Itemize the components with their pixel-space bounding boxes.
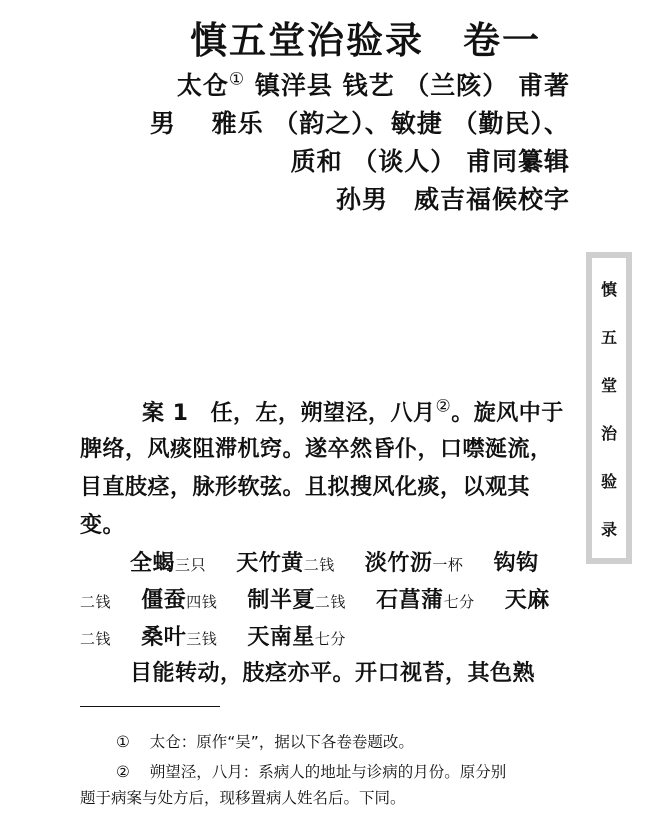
herb-name: 天竹黄 xyxy=(236,551,304,576)
herb-dose: 三钱 xyxy=(186,630,218,648)
footnote-ref-1[interactable]: ① xyxy=(228,69,246,90)
case-first-line xyxy=(142,396,564,427)
author-place: 太仓 xyxy=(176,71,229,100)
herb-name: 淡竹沥 xyxy=(364,551,433,576)
side-char: 堂 xyxy=(600,375,617,395)
case-label: 案 1 xyxy=(142,401,189,426)
side-char: 治 xyxy=(600,423,617,443)
herb-dose: 一杯 xyxy=(432,556,464,574)
prescription-line-1 xyxy=(130,546,539,577)
footnote-divider xyxy=(80,706,220,707)
case-intro-tail: 。旋风中于 xyxy=(451,401,564,426)
footnote-text: 朔望泾，八月：系病人的地址与诊病的月份。原分别 xyxy=(149,763,507,781)
author-rest: 镇洋县 钱艺 （兰陔） 甫著 xyxy=(245,71,570,100)
footnote-2-cont: 题于病案与处方后，现移置病人姓名后。下同。 xyxy=(80,789,406,807)
editor-line-1: 男 雅乐 （韵之）、敏捷 （勤民）、 xyxy=(149,109,570,138)
herb-name: 天南星 xyxy=(247,625,315,650)
footnote-text: 太仓：原作“吴”，据以下各卷卷题改。 xyxy=(149,733,414,751)
page-title: 慎五堂治验录 卷一 xyxy=(190,19,541,62)
side-char: 验 xyxy=(600,471,617,491)
side-char: 录 xyxy=(600,519,617,539)
herb-dose: 二钱 xyxy=(80,630,112,648)
prescription-line-3 xyxy=(80,620,346,651)
body-paragraph-line: 目直肢痉，脉形软弦。且拟搜风化痰，以观其 xyxy=(80,475,531,500)
herb-name: 制半夏 xyxy=(247,588,315,613)
footnote-mark: ① xyxy=(116,733,130,751)
herb-name: 全蝎 xyxy=(130,551,176,576)
herb-name: 桑叶 xyxy=(141,625,187,650)
herb-name: 钩钩 xyxy=(493,551,539,576)
prescription-line-2 xyxy=(80,583,550,614)
author-line xyxy=(177,66,570,102)
proofreader-line: 孙男 威吉福候校字 xyxy=(335,185,570,214)
herb-name: 僵蚕 xyxy=(141,588,187,613)
herb-name: 天麻 xyxy=(504,588,550,613)
body-paragraph-line: 变。 xyxy=(80,513,126,538)
side-title-text xyxy=(592,258,626,558)
footnote-ref-2[interactable]: ② xyxy=(435,396,452,417)
herb-dose: 三只 xyxy=(175,556,207,574)
herb-dose: 二钱 xyxy=(80,593,112,611)
case-intro: 任，左，朔望泾，八月 xyxy=(210,401,436,426)
herb-dose: 七分 xyxy=(314,630,346,648)
footnote-2 xyxy=(116,760,506,782)
herb-dose: 二钱 xyxy=(303,556,335,574)
side-char: 慎 xyxy=(600,279,617,299)
herb-dose: 四钱 xyxy=(186,593,218,611)
side-title-tab xyxy=(586,252,632,564)
herb-name: 石菖蒲 xyxy=(376,588,444,613)
side-char: 五 xyxy=(600,327,617,347)
herb-dose: 七分 xyxy=(443,593,475,611)
closing-line: 目能转动，肢痉亦平。开口视苔，其色熟 xyxy=(130,661,536,686)
footnote-1 xyxy=(116,730,414,752)
footnote-mark: ② xyxy=(116,763,130,781)
editor-line-2: 质和 （谈人） 甫同纂辑 xyxy=(290,147,570,176)
body-paragraph-line: 脾络，风痰阻滞机窍。遂卒然昏仆，口噤涎流， xyxy=(80,437,553,462)
herb-dose: 二钱 xyxy=(314,593,346,611)
